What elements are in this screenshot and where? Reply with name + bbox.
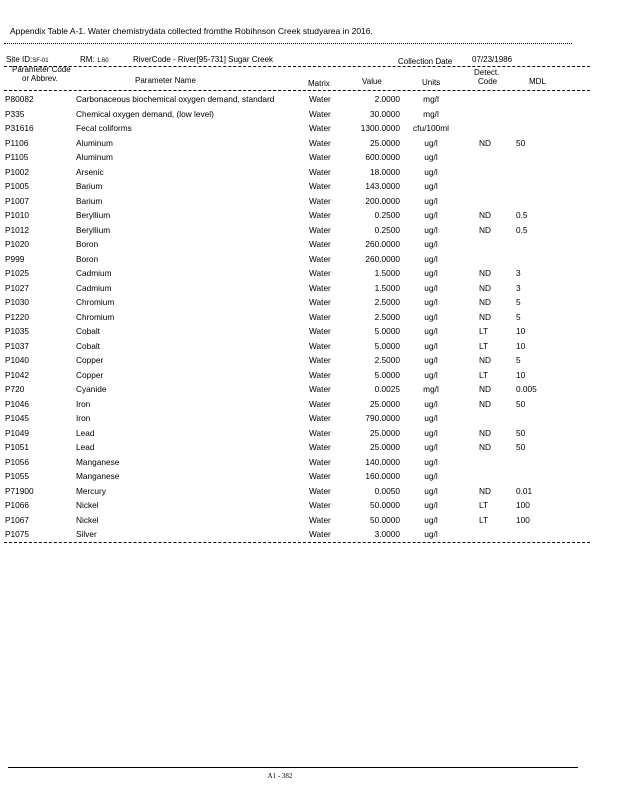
data-table-body	[0, 92, 600, 542]
cell-matrix: Water	[309, 108, 331, 119]
cell-parameter-code: P1002	[5, 166, 29, 177]
cell-matrix: Water	[309, 427, 331, 438]
cell-matrix: Water	[309, 355, 331, 365]
cell-detect-code: ND	[479, 398, 491, 409]
cell-units: ug/l	[424, 181, 438, 191]
cell-parameter-code: P1056	[5, 456, 29, 467]
cell-mdl: 3	[516, 268, 521, 278]
cell-units: ug/l	[424, 369, 438, 380]
table-row	[0, 368, 600, 383]
cell-value: 600.0000	[365, 152, 400, 162]
cell-parameter-name: Aluminum	[76, 152, 113, 162]
cell-value: 25.0000	[370, 137, 400, 148]
cell-matrix: Water	[309, 297, 331, 307]
cell-value: 2.5000	[374, 355, 400, 365]
cell-matrix: Water	[309, 239, 331, 249]
cell-parameter-name: Fecal coliforms	[76, 123, 132, 133]
cell-value: 30.0000	[370, 108, 400, 119]
cell-matrix: Water	[309, 398, 331, 409]
cell-units: ug/l	[424, 514, 438, 525]
table-row	[0, 310, 600, 325]
table-row	[0, 237, 600, 252]
table-row	[0, 513, 600, 528]
table-row	[0, 484, 600, 499]
table-row	[0, 136, 600, 151]
footer-rule	[8, 767, 578, 768]
table-row	[0, 266, 600, 281]
cell-value: 1.5000	[374, 268, 400, 278]
table-row	[0, 208, 600, 223]
cell-detect-code: ND	[479, 297, 491, 307]
cell-matrix: Water	[309, 340, 331, 351]
cell-mdl: 5	[516, 355, 521, 365]
cell-mdl: 5	[516, 297, 521, 307]
cell-value: 790.0000	[365, 413, 400, 423]
cell-parameter-name: Cadmium	[76, 282, 112, 293]
header-detect-code	[474, 68, 499, 86]
cell-parameter-name: Chromium	[76, 297, 115, 307]
table-row	[0, 165, 600, 180]
cell-value: 18.0000	[370, 166, 400, 177]
cell-value: 50.0000	[370, 514, 400, 525]
cell-value: 143.0000	[365, 181, 400, 191]
cell-detect-code: ND	[479, 137, 491, 148]
cell-units: ug/l	[424, 326, 438, 336]
cell-matrix: Water	[309, 485, 331, 496]
cell-detect-code: LT	[479, 500, 489, 510]
cell-mdl: 3	[516, 282, 521, 293]
header-parameter-code	[12, 65, 71, 83]
cell-value: 5.0000	[374, 340, 400, 351]
cell-units: ug/l	[424, 311, 438, 322]
cell-matrix: Water	[309, 94, 331, 104]
cell-parameter-name: Mercury	[76, 485, 106, 496]
cell-units: ug/l	[424, 427, 438, 438]
cell-detect-code: LT	[479, 369, 489, 380]
cell-parameter-code: P1220	[5, 311, 29, 322]
cell-value: 140.0000	[365, 456, 400, 467]
cell-parameter-name: Manganese	[76, 471, 120, 481]
table-row	[0, 498, 600, 513]
cell-parameter-code: P1027	[5, 282, 29, 293]
table-row	[0, 353, 600, 368]
cell-parameter-code: P1055	[5, 471, 29, 481]
table-row	[0, 252, 600, 267]
cell-value: 160.0000	[365, 471, 400, 481]
cell-value: 3.0000	[374, 529, 400, 539]
cell-parameter-name: Barium	[76, 181, 103, 191]
cell-parameter-name: Cobalt	[76, 326, 100, 336]
cell-parameter-code: P1010	[5, 210, 29, 220]
cell-units: ug/l	[424, 456, 438, 467]
header-units: Units	[422, 78, 441, 87]
cell-parameter-code: P1012	[5, 224, 29, 235]
cell-matrix: Water	[309, 181, 331, 191]
cell-units: ug/l	[424, 210, 438, 220]
header-mdl: MDL	[529, 77, 546, 86]
cell-parameter-name: Nickel	[76, 514, 99, 525]
cell-units: ug/l	[424, 340, 438, 351]
cell-parameter-code: P1066	[5, 500, 29, 510]
table-row	[0, 455, 600, 470]
cell-detect-code: LT	[479, 514, 489, 525]
cell-parameter-name: Manganese	[76, 456, 120, 467]
collection-date-label: Collection Date	[398, 57, 453, 66]
cell-matrix: Water	[309, 268, 331, 278]
cell-value: 2.0000	[374, 94, 400, 104]
cell-detect-code: ND	[479, 442, 491, 452]
cell-units: ug/l	[424, 268, 438, 278]
cell-matrix: Water	[309, 282, 331, 293]
table-row	[0, 281, 600, 296]
table-row	[0, 179, 600, 194]
table-row	[0, 107, 600, 122]
table-row	[0, 469, 600, 484]
cell-parameter-code: P1042	[5, 369, 29, 380]
cell-matrix: Water	[309, 456, 331, 467]
table-row	[0, 397, 600, 412]
cell-units: ug/l	[424, 529, 438, 539]
cell-parameter-name: Boron	[76, 239, 99, 249]
cell-parameter-name: Chromium	[76, 311, 115, 322]
cell-parameter-name: Beryllium	[76, 224, 111, 235]
table-end-dashed-rule	[4, 542, 590, 543]
cell-parameter-code: P1046	[5, 398, 29, 409]
cell-matrix: Water	[309, 166, 331, 177]
cell-parameter-name: Silver	[76, 529, 97, 539]
cell-parameter-name: Carbonaceous biochemical oxygen demand, standard	[76, 94, 275, 104]
cell-matrix: Water	[309, 311, 331, 322]
cell-units: ug/l	[424, 398, 438, 409]
header-detect-line2: Code	[478, 77, 498, 86]
cell-units: mg/l	[423, 384, 439, 394]
cell-parameter-name: Chemical oxygen demand, (low level)	[76, 108, 214, 119]
cell-mdl: 5	[516, 311, 521, 322]
cell-value: 1300.0000	[360, 123, 400, 133]
cell-value: 25.0000	[370, 442, 400, 452]
title-divider	[4, 43, 572, 44]
cell-units: ug/l	[424, 152, 438, 162]
cell-units: ug/l	[424, 282, 438, 293]
cell-units: ug/l	[424, 297, 438, 307]
cell-value: 200.0000	[365, 195, 400, 206]
cell-parameter-name: Iron	[76, 413, 91, 423]
river-mile-value: 1.60	[96, 58, 109, 64]
cell-matrix: Water	[309, 529, 331, 539]
cell-units: ug/l	[424, 195, 438, 206]
cell-mdl: 0.01	[516, 485, 533, 496]
table-row	[0, 411, 600, 426]
cell-detect-code: ND	[479, 355, 491, 365]
cell-parameter-code: P335	[5, 108, 25, 119]
table-row	[0, 194, 600, 209]
cell-mdl: 0.005	[516, 384, 537, 394]
header-parameter-name: Parameter Name	[135, 76, 196, 85]
cell-parameter-code: P1005	[5, 181, 29, 191]
cell-parameter-name: Cyanide	[76, 384, 107, 394]
cell-detect-code: ND	[479, 384, 491, 394]
cell-parameter-name: Beryllium	[76, 210, 111, 220]
cell-units: ug/l	[424, 137, 438, 148]
cell-units: ug/l	[424, 224, 438, 235]
table-row	[0, 382, 600, 397]
table-row	[0, 121, 600, 136]
cell-matrix: Water	[309, 471, 331, 481]
cell-matrix: Water	[309, 210, 331, 220]
site-id	[6, 55, 49, 64]
cell-parameter-name: Cadmium	[76, 268, 112, 278]
header-bottom-dashed-rule	[4, 90, 590, 91]
cell-matrix: Water	[309, 442, 331, 452]
cell-value: 50.0000	[370, 500, 400, 510]
cell-units: ug/l	[424, 253, 438, 264]
cell-parameter-name: Boron	[76, 253, 99, 264]
cell-matrix: Water	[309, 224, 331, 235]
header-top-dashed-rule	[4, 66, 590, 67]
header-parameter-code-line1: Parameter Code	[12, 65, 71, 74]
cell-detect-code: ND	[479, 224, 491, 235]
cell-units: ug/l	[424, 166, 438, 177]
cell-value: 2.5000	[374, 311, 400, 322]
cell-value: 25.0000	[370, 427, 400, 438]
cell-detect-code: ND	[479, 311, 491, 322]
cell-value: 1.5000	[374, 282, 400, 293]
cell-value: 0.0050	[374, 485, 400, 496]
cell-matrix: Water	[309, 500, 331, 510]
cell-parameter-code: P1105	[5, 152, 29, 162]
cell-parameter-name: Iron	[76, 398, 91, 409]
cell-detect-code: ND	[479, 485, 491, 496]
header-value: Value	[362, 77, 382, 86]
cell-detect-code: ND	[479, 268, 491, 278]
cell-value: 5.0000	[374, 326, 400, 336]
table-row	[0, 223, 600, 238]
cell-matrix: Water	[309, 514, 331, 525]
cell-mdl: 100	[516, 500, 530, 510]
cell-mdl: 10	[516, 369, 526, 380]
cell-parameter-code: P1067	[5, 514, 29, 525]
cell-units: mg/l	[423, 94, 439, 104]
table-row	[0, 92, 600, 107]
cell-parameter-code: P720	[5, 384, 25, 394]
cell-parameter-code: P999	[5, 253, 25, 264]
cell-units: mg/l	[423, 108, 439, 119]
table-row	[0, 324, 600, 339]
cell-mdl: 100	[516, 514, 530, 525]
cell-parameter-code: P1045	[5, 413, 29, 423]
cell-parameter-code: P1035	[5, 326, 29, 336]
cell-matrix: Water	[309, 137, 331, 148]
collection-date-value: 07/23/1986	[472, 55, 513, 64]
cell-parameter-code: P1007	[5, 195, 29, 206]
cell-parameter-code: P1049	[5, 427, 29, 438]
header-parameter-code-line2: or Abbrev.	[22, 74, 58, 83]
cell-detect-code: ND	[479, 210, 491, 220]
cell-units: ug/l	[424, 355, 438, 365]
cell-detect-code: LT	[479, 326, 489, 336]
cell-parameter-name: Aluminum	[76, 137, 113, 148]
cell-units: ug/l	[424, 413, 438, 423]
cell-parameter-name: Lead	[76, 427, 95, 438]
cell-mdl: 10	[516, 340, 526, 351]
river-code: RiverCode - River[95-731] Sugar Creek	[133, 55, 274, 64]
table-row	[0, 339, 600, 354]
cell-mdl: 50	[516, 398, 526, 409]
table-row	[0, 150, 600, 165]
cell-parameter-code: P71900	[5, 485, 34, 496]
cell-matrix: Water	[309, 369, 331, 380]
cell-matrix: Water	[309, 123, 331, 133]
cell-parameter-name: Nickel	[76, 500, 99, 510]
river-mile-label: RM:	[80, 55, 95, 64]
cell-matrix: Water	[309, 195, 331, 206]
cell-mdl: 50	[516, 427, 526, 438]
cell-parameter-name: Barium	[76, 195, 103, 206]
cell-parameter-name: Copper	[76, 355, 104, 365]
table-row	[0, 426, 600, 441]
cell-parameter-code: P1040	[5, 355, 29, 365]
cell-value: 0.2500	[374, 210, 400, 220]
cell-parameter-name: Arsenic	[76, 166, 104, 177]
table-row	[0, 440, 600, 455]
table-title: Appendix Table A-1. Water chemistrydata collected fromthe Robihnson Creek studyarea in 2016.	[10, 26, 373, 36]
cell-value: 260.0000	[365, 253, 400, 264]
cell-matrix: Water	[309, 152, 331, 162]
cell-parameter-code: P1106	[5, 137, 29, 148]
cell-mdl: 50	[516, 442, 526, 452]
cell-parameter-name: Lead	[76, 442, 95, 452]
cell-matrix: Water	[309, 384, 331, 394]
cell-value: 25.0000	[370, 398, 400, 409]
cell-value: 5.0000	[374, 369, 400, 380]
cell-parameter-code: P1037	[5, 340, 29, 351]
cell-units: cfu/100ml	[413, 123, 449, 133]
cell-matrix: Water	[309, 413, 331, 423]
cell-parameter-name: Cobalt	[76, 340, 100, 351]
cell-units: ug/l	[424, 239, 438, 249]
cell-parameter-code: P1020	[5, 239, 29, 249]
cell-parameter-code: P1075	[5, 529, 29, 539]
cell-mdl: 0.5	[516, 210, 528, 220]
cell-mdl: 10	[516, 326, 526, 336]
cell-parameter-name: Copper	[76, 369, 104, 380]
header-detect-line1: Detect.	[474, 68, 500, 77]
cell-detect-code: ND	[479, 282, 491, 293]
cell-parameter-code: P80082	[5, 94, 34, 104]
cell-value: 260.0000	[365, 239, 400, 249]
cell-detect-code: LT	[479, 340, 489, 351]
site-id-label: Site ID:	[6, 55, 33, 64]
cell-parameter-code: P31616	[5, 123, 34, 133]
cell-parameter-code: P1030	[5, 297, 29, 307]
cell-value: 0.0025	[374, 384, 400, 394]
site-id-value: SF-01	[32, 58, 49, 64]
cell-parameter-code: P1051	[5, 442, 29, 452]
cell-units: ug/l	[424, 500, 438, 510]
cell-mdl: 50	[516, 137, 526, 148]
cell-units: ug/l	[424, 471, 438, 481]
cell-mdl: 0.5	[516, 224, 528, 235]
header-matrix: Matrix	[308, 79, 330, 88]
cell-parameter-code: P1025	[5, 268, 29, 278]
cell-matrix: Water	[309, 253, 331, 264]
cell-units: ug/l	[424, 442, 438, 452]
table-row	[0, 527, 600, 542]
river-mile	[80, 55, 109, 64]
cell-matrix: Water	[309, 326, 331, 336]
cell-value: 0.2500	[374, 224, 400, 235]
table-row	[0, 295, 600, 310]
cell-units: ug/l	[424, 485, 438, 496]
cell-value: 2.5000	[374, 297, 400, 307]
page-number: A1 - 382	[267, 772, 293, 780]
cell-detect-code: ND	[479, 427, 491, 438]
